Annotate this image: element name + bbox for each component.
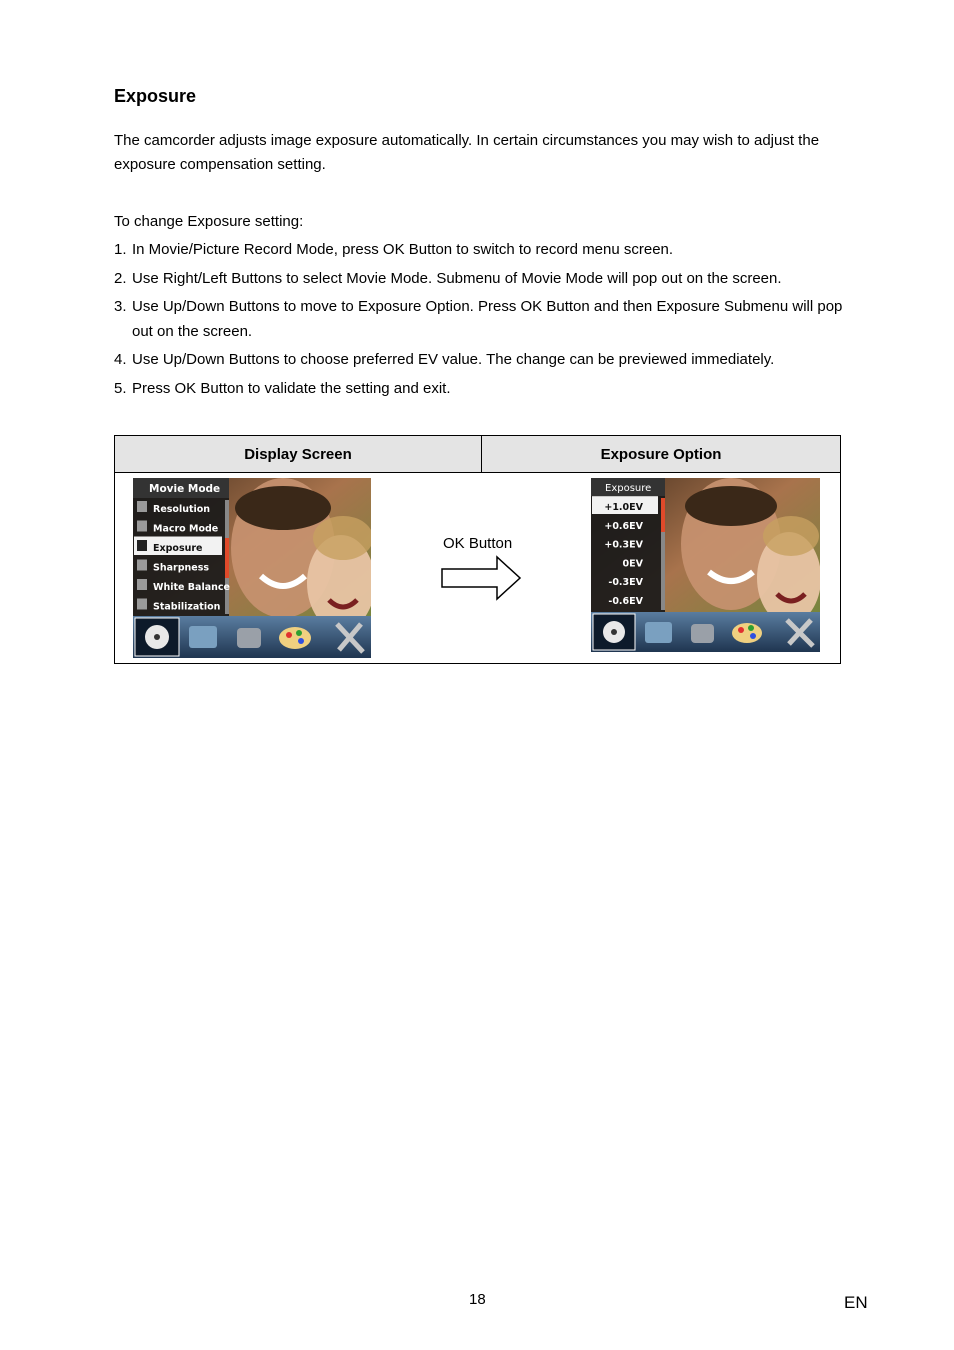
how-to-heading: To change Exposure setting: (114, 213, 304, 230)
step-2 (114, 267, 849, 292)
menu-item-icon (137, 521, 147, 532)
exposure-screenshot (591, 478, 820, 652)
step-3 (114, 295, 849, 340)
menu-item-label: -0.6EV (608, 596, 643, 607)
header-display-screen: Display Screen (115, 436, 482, 473)
exposure-table (114, 435, 841, 664)
intro-paragraph: The camcorder adjusts image exposure automatically. In certain circumstances you may wish to adjust the exposure compensation setting. (114, 132, 820, 173)
step-text: Use Up/Down Buttons to choose preferred EV value. The change can be previewed immediately. (132, 351, 775, 368)
step-5 (114, 377, 849, 402)
header-exposure-option: Exposure Option (482, 436, 841, 473)
menu-item-label: +0.6EV (604, 520, 643, 532)
menu-title: Exposure (605, 483, 652, 494)
page-number: 18 (469, 1291, 486, 1308)
menu-item-icon (137, 540, 147, 551)
menu-item-label: -0.3EV (608, 577, 643, 589)
table-body-cell (115, 473, 841, 664)
palette-icon (279, 627, 311, 649)
palette-icon (732, 623, 762, 643)
step-number: 3. (114, 298, 127, 315)
step-1 (114, 238, 849, 263)
step-number: 2. (114, 270, 127, 287)
webcam-icon (237, 628, 261, 648)
menu-item-label: Stabilization (153, 601, 221, 613)
menu-item-label: 0EV (622, 558, 643, 570)
menu-item-label: +1.0EV (604, 502, 643, 513)
menu-item-label: Macro Mode (153, 523, 219, 535)
step-number: 4. (114, 351, 127, 368)
camera-photo-icon (645, 622, 672, 643)
menu-item-icon (137, 579, 147, 590)
webcam-icon (691, 624, 714, 643)
ok-button-label: OK Button (443, 535, 513, 552)
step-text: In Movie/Picture Record Mode, press OK Button to switch to record menu screen. (132, 241, 674, 258)
menu-item-label: White Balance (153, 582, 230, 593)
step-4 (114, 348, 849, 373)
movie-mode-screenshot (133, 478, 371, 658)
step-text: Use Right/Left Buttons to select Movie Mode. Submenu of Movie Mode will pop out on the screen. (132, 270, 782, 287)
menu-item-icon (137, 599, 147, 610)
menu-item-label: Exposure (153, 543, 203, 554)
step-text: Press OK Button to validate the setting and exit. (132, 380, 451, 397)
step-text: Use Up/Down Buttons to move to Exposure Option. Press OK Button and then Exposure Submenu will pop out on the screen. (132, 298, 843, 340)
camera-photo-icon (189, 626, 217, 648)
section-heading: Exposure (114, 86, 197, 106)
menu-item-label: Resolution (153, 504, 211, 515)
menu-item-icon (137, 560, 147, 571)
language-label: EN (844, 1293, 868, 1312)
menu-item-icon (137, 501, 147, 512)
step-number: 5. (114, 380, 127, 397)
step-number: 1. (114, 241, 127, 258)
right-arrow-icon (441, 555, 523, 601)
menu-title: Movie Mode (149, 483, 221, 495)
menu-item-label: Sharpness (153, 562, 210, 574)
menu-item-label: +0.3EV (604, 539, 643, 551)
